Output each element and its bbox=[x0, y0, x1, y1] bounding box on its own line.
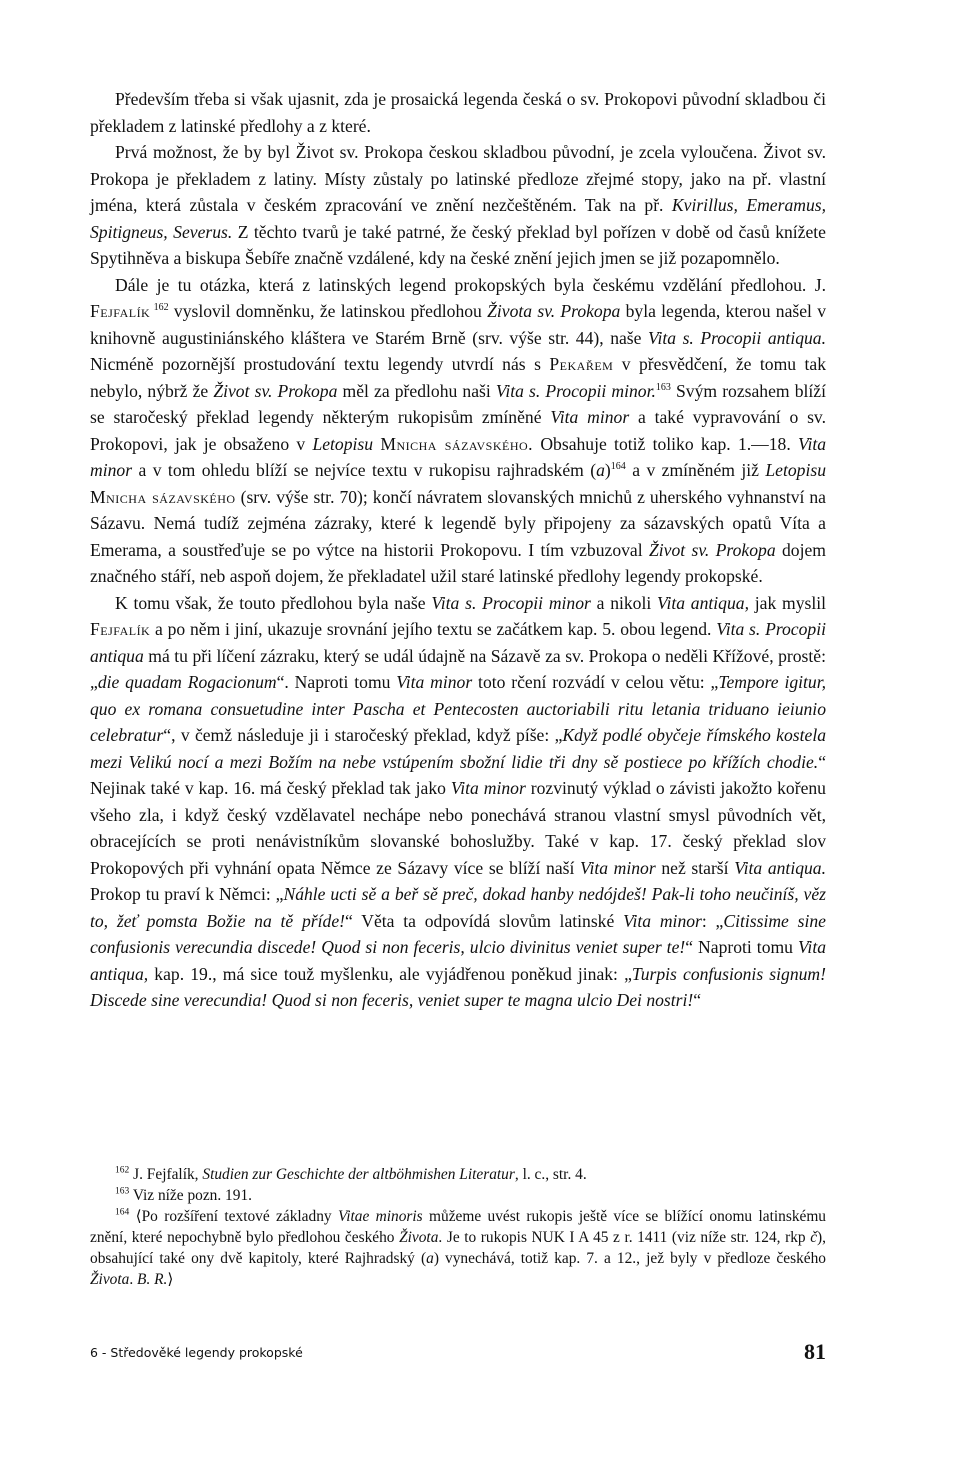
footnote-3 bbox=[90, 1206, 826, 1290]
italic-text: Letopisu bbox=[312, 433, 374, 454]
text-run: toto rčení rozvádí v celou větu: „ bbox=[472, 672, 719, 692]
italic-text: Kvirillus, Emeramus, Spitigneus, Severus. bbox=[90, 195, 826, 242]
text-run: ) vynechává, totiž kap. 7. a 12., jež byly v předloze českého bbox=[433, 1250, 826, 1267]
text-run: : „ bbox=[701, 910, 724, 931]
italic-text: a bbox=[596, 460, 605, 480]
page-number: 81 bbox=[804, 1339, 826, 1364]
running-footer-title: 6 - Středověké legendy prokopské bbox=[90, 1345, 303, 1360]
italic-text: Vita minor bbox=[623, 910, 702, 931]
text-run: dojem značného stáří, neb aspoň dojem, že překladatel užil staré latinské předlohy legendy prokopské. bbox=[90, 539, 826, 586]
italic-text: Vita minor bbox=[396, 672, 473, 692]
text-run: , bbox=[194, 1166, 203, 1183]
text-run: má tu při líčení zázraku, který se udál údajně na Sázavě za sv. Prokopa o neděli Křížové, prostě: „ bbox=[90, 645, 826, 692]
paragraph-2 bbox=[90, 139, 826, 272]
small-caps-name: Pekařem bbox=[549, 354, 614, 374]
text-run: Obsahuje totiž toliko kap. 1.—18. bbox=[533, 433, 798, 454]
paragraph-4 bbox=[90, 590, 826, 1014]
italic-text: Vita antiqua, bbox=[657, 592, 749, 613]
text-run: “. Naproti tomu bbox=[276, 672, 397, 692]
footnote-ref: 164 bbox=[115, 1207, 130, 1218]
footnote-ref: 164 bbox=[610, 461, 626, 472]
text-run: Z těchto tvarů je také patrné, že český překlad byl pořízen v době od časů knížete Spytihněva a biskupa Šebíře značně vzdálené, kdy na české znění jejich jmen se již pozapomnělo. bbox=[90, 221, 826, 268]
text-run: ⟨Po rozšíření textové základny bbox=[129, 1208, 338, 1225]
text-run: . Je to rukopis NUK I A 45 z r. 1411 (viz níže str. 124, rkp bbox=[438, 1229, 811, 1246]
page-footer bbox=[90, 1339, 826, 1369]
italic-text: Život sv. Prokopa bbox=[213, 380, 338, 401]
italic-text: Tempore igitur, quo ex romana consuetudine inter Pascha et Pentecosten auctoriabili ritu letania triduano ieiunio celebratur bbox=[90, 672, 826, 745]
italic-text: Života bbox=[399, 1229, 439, 1246]
footnotes bbox=[90, 1164, 826, 1290]
small-caps-name: Fejfalík bbox=[90, 619, 151, 639]
text-run: v přesvědčení, že tomu tak nebylo, nýbrž že bbox=[90, 354, 827, 401]
text-run: K tomu však, že touto předlohou byla naše bbox=[115, 592, 432, 613]
footnote-ref: 163 bbox=[115, 1186, 130, 1197]
italic-text: B. R. bbox=[137, 1271, 168, 1288]
small-caps-name: Mnicha sázavského. bbox=[380, 433, 534, 454]
text-run: kap. 19., má sice touž myšlenku, ale vyjádřenou poněkud jinak: „ bbox=[148, 963, 632, 984]
footnote-2 bbox=[90, 1185, 826, 1206]
text-run: Prokop tu praví k Němci: „ bbox=[90, 884, 284, 904]
text-run: ⟩ bbox=[167, 1271, 174, 1288]
text-run: můžeme uvést rukopis ještě více se blížící onomu latinskému znění, které nepochybně bylo předlohou českého bbox=[90, 1208, 827, 1246]
text-run: Svým rozsahem blíží se staročeský překlad legendy některým rukopisům zmíněné bbox=[90, 380, 826, 427]
small-caps-name: Fejfalík bbox=[90, 301, 151, 321]
small-caps-name: Mnicha sázavského bbox=[90, 486, 236, 507]
body-text bbox=[90, 86, 826, 1014]
italic-text: Vitae minoris bbox=[337, 1208, 423, 1225]
text-run: Především třeba si však ujasnit, zda je prosaická legenda česká o sv. Prokopovi původní skladbou či překladem z latinské předlohy a z které. bbox=[90, 89, 826, 136]
text-run: “, v čemž následuje ji i staročeský překlad, když píše: „ bbox=[163, 725, 563, 745]
text-run: Nicméně pozornější prostudování textu legendy utvrdí nás s bbox=[90, 354, 550, 374]
italic-text: Vita antiqua, bbox=[90, 937, 826, 984]
italic-text: Když podlé obyčeje římského kostela mezi Velikú nocí a mezi Božím na nebe vstúpením sbožní lidie tři dny sě postiece po křížích chodie. bbox=[90, 725, 827, 772]
italic-text: Citissime sine confusionis verecundia discede! Quod si non feceris, ulcio divinitus veniet super te! bbox=[90, 910, 826, 957]
italic-text: Vita antiqua. bbox=[734, 857, 826, 878]
italic-text: die quadam Rogacionum bbox=[97, 672, 277, 692]
italic-text: Života bbox=[90, 1271, 130, 1288]
italic-text: Života sv. Prokopa bbox=[487, 301, 621, 321]
italic-text: Vita minor bbox=[450, 778, 526, 798]
text-run: Viz níže pozn. 191. bbox=[129, 1187, 252, 1204]
text-run: ) bbox=[604, 460, 611, 480]
text-run: jak myslil bbox=[748, 592, 827, 613]
small-caps-name: Fejfalík bbox=[146, 1166, 195, 1183]
italic-text: Život sv. Prokopa bbox=[649, 539, 776, 560]
footnote-ref: 163 bbox=[655, 381, 671, 393]
text-run: , l. c., str. 4. bbox=[514, 1166, 587, 1183]
text-run: byla legenda, kterou našel v knihovně augustiniánského kláštera ve Starém Brně (srv. výše str. 44), naše bbox=[90, 301, 826, 348]
footnote-ref: 162 bbox=[115, 1165, 130, 1176]
italic-text: Studien zur Geschichte der altböhmishen Literatur bbox=[202, 1166, 515, 1183]
text-run: měl za předlohu naši bbox=[337, 380, 496, 401]
text-run: vyslovil domněnku, že latinskou předlohou bbox=[168, 301, 488, 321]
text-run: “ Nejinak také v kap. 16. má český překlad tak jako bbox=[90, 751, 826, 798]
italic-text: Vita minor bbox=[90, 433, 827, 480]
italic-text: Vita s. Procopii minor bbox=[431, 592, 591, 613]
italic-text: č bbox=[810, 1229, 818, 1246]
text-run: J. bbox=[129, 1166, 147, 1183]
text-run: a nikoli bbox=[590, 592, 658, 613]
text-run: a po něm i jiní, ukazuje srovnání jejího textu se začátkem kap. 5. obou legend. bbox=[150, 619, 717, 639]
text-run: . bbox=[129, 1271, 138, 1288]
text-run: “ Naproti tomu bbox=[685, 937, 798, 957]
text-run: ), obsahující také ony dvě kapitoly, které Rajhradský ( bbox=[90, 1229, 827, 1267]
italic-text: Vita s. Procopii antiqua. bbox=[648, 327, 826, 348]
text-run: a v tom ohledu blíží se nejvíce textu v rukopisu rajhradském ( bbox=[132, 460, 597, 480]
text-run: a v zmíněném již bbox=[625, 460, 766, 480]
italic-text: Turpis confusionis signum! Discede sine verecundia! Quod si non feceris, veniet super te magna ulcio Dei nostri! bbox=[90, 963, 826, 1010]
italic-text: a bbox=[426, 1250, 434, 1267]
text-run: rozvinutý výklad o závisti jakožto kořenu všeho zla, i když český vzdělavatel nechápe nebo ponechává stranou vlastní smysl původních vět, obracejících se proti nenávistníkům slovanské bohoslužby. Také v kap. 17. český překlad slov Prokopových při vyhnání opata Němce ze Sázavy více se blíží naší bbox=[90, 778, 826, 878]
text-run: a také vypravování o sv. Prokopovi, jak je obsaženo v bbox=[90, 407, 826, 454]
italic-text: Vita s. Procopii antiqua bbox=[90, 619, 826, 666]
footnote-1 bbox=[90, 1164, 826, 1185]
italic-text: Vita minor bbox=[580, 857, 656, 878]
italic-text: Letopisu bbox=[765, 460, 826, 480]
page bbox=[90, 86, 826, 1467]
paragraph-3 bbox=[90, 272, 826, 590]
italic-text: Vita s. Procopii minor. bbox=[495, 380, 656, 401]
footnote-ref: 162 bbox=[150, 302, 169, 313]
text-run: (srv. výše str. 70); končí návratem slovanských mnichů z uherského vyhnanství na Sázavu. Nemá tudíž zejména zázraky, které k legendě byly připojeny za sázavských opatů Víta a Emerama, a soustřeďuje se po výtce na historii Prokopovu. I tím vzbuzoval bbox=[90, 486, 826, 560]
text-run: “ bbox=[693, 990, 702, 1010]
text-run: než starší bbox=[655, 857, 735, 878]
italic-text: Vita minor bbox=[550, 407, 630, 427]
text-run: Prvá možnost, že by byl Život sv. Prokopa českou skladbou původní, je zcela vyloučena. Život sv. Prokopa je překladem z latiny. Místy zůstaly po latinské předloze zřejmé stopy, jako na př. vlastní jména, která zůstala v českém zpracování ve znění nezčeštěném. Tak na př. bbox=[90, 142, 826, 215]
paragraph-1 bbox=[90, 86, 826, 139]
text-run: Dále je tu otázka, která z latinských legend prokopských byla českému vzdělání předlohou. J. bbox=[115, 274, 826, 295]
italic-text: Náhle ucti sě a beř sě preč, dokad hanby nedójdeš! Pak-li toho neučiníš, věz to, žeť pomsta Božie na tě příde! bbox=[90, 884, 826, 931]
text-run: “ Věta ta odpovídá slovům latinské bbox=[345, 910, 624, 931]
